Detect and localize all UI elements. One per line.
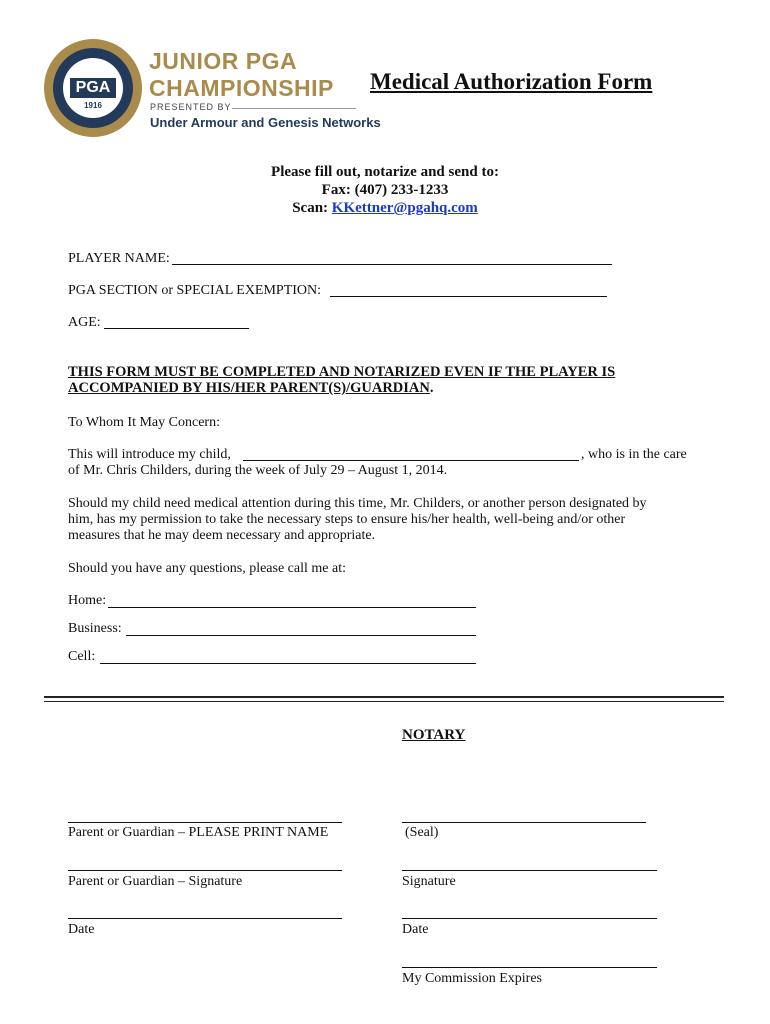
scan-label: Scan:	[292, 200, 332, 216]
notary-date-label: Date	[402, 922, 429, 937]
business-phone-field[interactable]	[126, 635, 476, 636]
scan-line	[0, 199, 770, 217]
pga-section-field[interactable]	[330, 296, 607, 297]
player-name-field[interactable]	[172, 264, 612, 265]
child-name-field[interactable]	[243, 460, 579, 461]
cell-phone-field[interactable]	[100, 663, 476, 664]
notary-signature-field[interactable]	[402, 870, 657, 871]
notary-date-field[interactable]	[402, 918, 657, 919]
pga-seal-year: 1916	[84, 101, 102, 110]
warning-line-1: THIS FORM MUST BE COMPLETED AND NOTARIZED EVEN IF THE PLAYER IS	[68, 364, 616, 380]
commission-expires-label: My Commission Expires	[402, 971, 543, 986]
guardian-signature-label: Parent or Guardian – Signature	[68, 874, 243, 889]
email-link[interactable]: KKettner@pgahq.com	[331, 200, 478, 216]
brand-line-1: JUNIOR PGA	[149, 48, 298, 74]
para2-line-2: him, has my permission to take the necessary steps to ensure his/her health, well-being and/or other	[68, 512, 626, 527]
seal-label: (Seal)	[405, 825, 439, 840]
commission-expires-field[interactable]	[402, 967, 657, 968]
pga-seal-text: PGA	[70, 78, 116, 98]
questions-text: Should you have any questions, please call me at:	[68, 561, 346, 576]
pga-section-label: PGA SECTION or SPECIAL EXEMPTION:	[68, 283, 322, 298]
seal-field[interactable]	[402, 822, 646, 823]
warning-line-2	[68, 380, 433, 396]
home-label: Home:	[68, 593, 107, 608]
brand-line-2: CHAMPIONSHIP	[149, 75, 334, 101]
presented-by: PRESENTED BY	[150, 102, 232, 112]
home-phone-field[interactable]	[108, 607, 476, 608]
warning-line-2-text: ACCOMPANIED BY HIS/HER PARENT(S)/GUARDIAN	[68, 380, 430, 396]
player-name-label: PLAYER NAME:	[68, 251, 170, 266]
para2-line-3: measures that he may deem necessary and appropriate.	[68, 528, 376, 543]
cell-label: Cell:	[68, 649, 96, 664]
warning-period: .	[429, 380, 434, 396]
guardian-signature-field[interactable]	[68, 870, 342, 871]
fax-number: Fax: (407) 233-1233	[321, 182, 449, 198]
intro-suffix: , who is in the care	[581, 447, 687, 462]
para2-line-1: Should my child need medical attention during this time, Mr. Childers, or another person designated by	[68, 496, 647, 511]
salutation: To Whom It May Concern:	[68, 415, 220, 430]
page-title: Medical Authorization Form	[370, 69, 653, 94]
sponsors: Under Armour and Genesis Networks	[150, 115, 381, 130]
intro-dates: of Mr. Chris Childers, during the week of July 29 – August 1, 2014.	[68, 463, 448, 478]
age-field[interactable]	[104, 328, 249, 329]
business-label: Business:	[68, 621, 122, 636]
notary-heading: NOTARY	[402, 727, 466, 743]
guardian-date-field[interactable]	[68, 918, 342, 919]
instructions-line: Please fill out, notarize and send to:	[271, 164, 499, 180]
section-divider	[44, 696, 724, 702]
brand-divider	[232, 108, 356, 109]
notary-signature-label: Signature	[402, 874, 456, 889]
intro-label: This will introduce my child,	[68, 447, 231, 462]
age-label: AGE:	[68, 315, 101, 330]
guardian-date-label: Date	[68, 922, 95, 937]
guardian-print-name-label: Parent or Guardian – PLEASE PRINT NAME	[68, 825, 329, 840]
guardian-print-name-field[interactable]	[68, 822, 342, 823]
